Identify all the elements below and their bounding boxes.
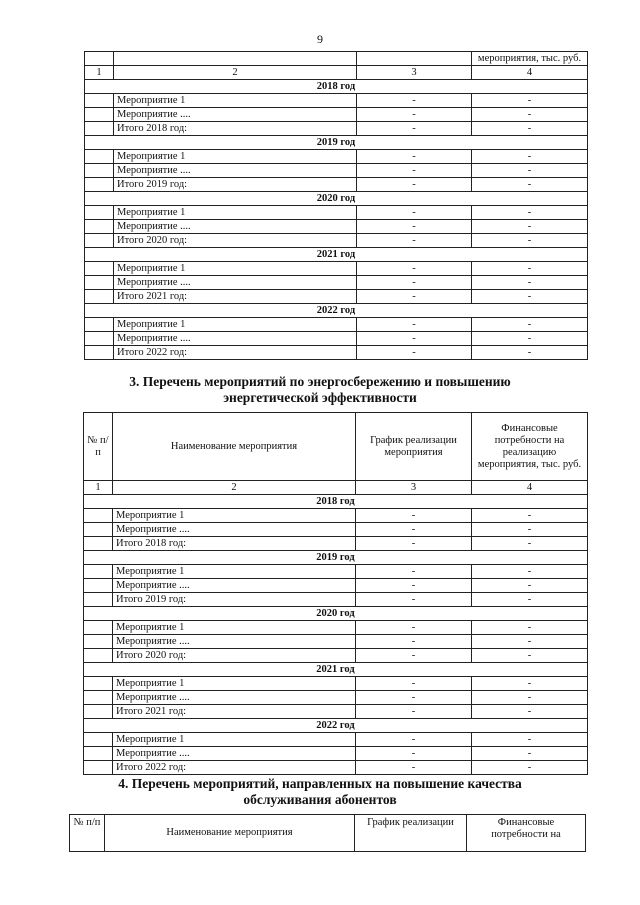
schedule-cell: - <box>356 537 472 551</box>
year-row <box>85 248 588 262</box>
row-number-cell <box>85 318 114 332</box>
column-number-row <box>85 66 588 80</box>
total-row <box>84 537 588 551</box>
table-row <box>84 579 588 593</box>
table-row <box>85 94 588 108</box>
year-row <box>85 80 588 94</box>
finance-cell: - <box>472 677 588 691</box>
finance-cell: - <box>472 318 588 332</box>
table-row <box>84 747 588 761</box>
row-number-cell <box>84 649 113 663</box>
row-number-cell <box>84 761 113 775</box>
schedule-cell: - <box>356 747 472 761</box>
total-row <box>85 178 588 192</box>
row-number-cell <box>84 635 113 649</box>
row-number-cell <box>85 206 114 220</box>
row-number-cell <box>85 332 114 346</box>
total-row <box>85 234 588 248</box>
finance-cell: - <box>472 332 588 346</box>
table-row <box>85 206 588 220</box>
schedule-cell: - <box>357 122 472 136</box>
row-number-cell <box>84 621 113 635</box>
finance-cell: - <box>472 220 588 234</box>
year-row <box>84 495 588 509</box>
header-cell-num: № п/п <box>84 413 113 481</box>
row-number-cell <box>85 150 114 164</box>
row-number-cell <box>85 178 114 192</box>
finance-cell: - <box>472 635 588 649</box>
schedule-cell: - <box>357 346 472 360</box>
activity-name-cell: Мероприятие 1 <box>113 509 356 523</box>
table-service-quality <box>69 814 586 852</box>
total-row <box>85 122 588 136</box>
activity-name-cell: Итого 2020 год: <box>113 649 356 663</box>
activity-name-cell: Итого 2018 год: <box>114 122 357 136</box>
finance-cell: - <box>472 761 588 775</box>
table-row <box>85 108 588 122</box>
year-label: 2021 год <box>84 663 588 677</box>
row-number-cell <box>84 537 113 551</box>
year-label: 2021 год <box>85 248 588 262</box>
header-cell-name: Наименование мероприятия <box>113 413 356 481</box>
column-number-cell: 1 <box>85 66 114 80</box>
schedule-cell: - <box>357 206 472 220</box>
table-row <box>85 332 588 346</box>
schedule-cell: - <box>357 178 472 192</box>
row-number-cell <box>85 164 114 178</box>
table-header-row <box>70 815 586 852</box>
activity-name-cell: Мероприятие 1 <box>114 206 357 220</box>
row-number-cell <box>84 565 113 579</box>
activity-name-cell: Итого 2019 год: <box>113 593 356 607</box>
finance-cell: - <box>472 593 588 607</box>
row-number-cell <box>84 691 113 705</box>
schedule-cell: - <box>356 705 472 719</box>
page-number: 9 <box>317 32 323 46</box>
column-number-row <box>84 481 588 495</box>
column-number-cell: 4 <box>472 66 588 80</box>
schedule-cell: - <box>356 523 472 537</box>
activity-name-cell: Итого 2018 год: <box>113 537 356 551</box>
row-number-cell <box>85 234 114 248</box>
schedule-cell: - <box>356 733 472 747</box>
table-row <box>85 276 588 290</box>
activity-name-cell: Мероприятие 1 <box>114 318 357 332</box>
finance-cell: - <box>472 108 588 122</box>
activity-name-cell: Мероприятие .... <box>114 276 357 290</box>
finance-cell: - <box>472 94 588 108</box>
total-row <box>84 649 588 663</box>
table-row <box>85 220 588 234</box>
activity-name-cell: Мероприятие .... <box>114 108 357 122</box>
row-number-cell <box>85 276 114 290</box>
finance-cell: - <box>472 122 588 136</box>
year-label: 2022 год <box>84 719 588 733</box>
section-4-title-line-1: 4. Перечень мероприятий, направленных на повышение качества <box>118 776 522 791</box>
row-number-cell <box>85 290 114 304</box>
activity-name-cell: Мероприятие .... <box>113 579 356 593</box>
schedule-cell: - <box>357 332 472 346</box>
finance-cell: - <box>472 579 588 593</box>
schedule-cell: - <box>357 318 472 332</box>
activity-name-cell: Мероприятие 1 <box>114 262 357 276</box>
schedule-cell: - <box>356 579 472 593</box>
activity-name-cell: Мероприятие 1 <box>113 677 356 691</box>
table-row <box>85 262 588 276</box>
activity-name-cell: Итого 2022 год: <box>113 761 356 775</box>
schedule-cell: - <box>357 234 472 248</box>
schedule-cell: - <box>356 621 472 635</box>
finance-cell: - <box>472 150 588 164</box>
year-label: 2020 год <box>85 192 588 206</box>
total-row <box>84 593 588 607</box>
schedule-cell: - <box>356 691 472 705</box>
table-continued <box>84 51 588 360</box>
header-cell-num <box>85 52 114 66</box>
finance-cell: - <box>472 733 588 747</box>
schedule-cell: - <box>356 635 472 649</box>
row-number-cell <box>85 108 114 122</box>
activity-name-cell: Мероприятие .... <box>113 691 356 705</box>
row-number-cell <box>84 705 113 719</box>
schedule-cell: - <box>356 761 472 775</box>
finance-cell: - <box>472 234 588 248</box>
year-row <box>85 192 588 206</box>
activity-name-cell: Итого 2021 год: <box>113 705 356 719</box>
schedule-cell: - <box>357 290 472 304</box>
schedule-cell: - <box>357 164 472 178</box>
table-row <box>85 164 588 178</box>
header-cell-finance: мероприятия, тыс. руб. <box>472 52 588 66</box>
activity-name-cell: Мероприятие .... <box>114 220 357 234</box>
activity-name-cell: Итого 2021 год: <box>114 290 357 304</box>
header-cell-finance: Финансовые потребности на <box>467 815 586 852</box>
schedule-cell: - <box>357 108 472 122</box>
finance-cell: - <box>472 705 588 719</box>
year-label: 2022 год <box>85 304 588 318</box>
activity-name-cell: Итого 2019 год: <box>114 178 357 192</box>
finance-cell: - <box>472 565 588 579</box>
activity-name-cell: Мероприятие 1 <box>114 94 357 108</box>
column-number-cell: 3 <box>357 66 472 80</box>
total-row <box>84 705 588 719</box>
row-number-cell <box>84 579 113 593</box>
year-row <box>84 551 588 565</box>
schedule-cell: - <box>356 677 472 691</box>
total-row <box>85 290 588 304</box>
row-number-cell <box>85 346 114 360</box>
schedule-cell: - <box>357 150 472 164</box>
schedule-cell: - <box>356 649 472 663</box>
table-row <box>84 677 588 691</box>
activity-name-cell: Мероприятие 1 <box>113 733 356 747</box>
row-number-cell <box>84 523 113 537</box>
activity-name-cell: Итого 2020 год: <box>114 234 357 248</box>
table-row <box>84 691 588 705</box>
year-row <box>84 607 588 621</box>
row-number-cell <box>84 509 113 523</box>
activity-name-cell: Мероприятие 1 <box>114 150 357 164</box>
finance-cell: - <box>472 509 588 523</box>
table-row <box>84 733 588 747</box>
column-number-cell: 3 <box>356 481 472 495</box>
row-number-cell <box>85 94 114 108</box>
finance-cell: - <box>472 537 588 551</box>
activity-name-cell: Мероприятие .... <box>114 164 357 178</box>
finance-cell: - <box>472 164 588 178</box>
row-number-cell <box>84 677 113 691</box>
activity-name-cell: Мероприятие .... <box>113 523 356 537</box>
row-number-cell <box>84 747 113 761</box>
table-header-row <box>84 413 588 481</box>
schedule-cell: - <box>357 220 472 234</box>
header-cell-schedule: График реализации мероприятия <box>356 413 472 481</box>
year-row <box>84 719 588 733</box>
year-label: 2018 год <box>84 495 588 509</box>
schedule-cell: - <box>356 565 472 579</box>
section-3-title-line-1: 3. Перечень мероприятий по энергосбережению и повышению <box>129 374 511 389</box>
finance-cell: - <box>472 290 588 304</box>
row-number-cell <box>85 122 114 136</box>
schedule-cell: - <box>357 276 472 290</box>
header-cell-num: № п/п <box>70 815 105 852</box>
schedule-cell: - <box>356 509 472 523</box>
table-row <box>85 150 588 164</box>
table-row <box>84 621 588 635</box>
year-row <box>85 136 588 150</box>
row-number-cell <box>85 262 114 276</box>
finance-cell: - <box>472 691 588 705</box>
total-row <box>84 761 588 775</box>
finance-cell: - <box>472 206 588 220</box>
year-label: 2018 год <box>85 80 588 94</box>
finance-cell: - <box>472 262 588 276</box>
schedule-cell: - <box>357 262 472 276</box>
row-number-cell <box>85 220 114 234</box>
header-cell-finance: Финансовые потребности на реализацию мероприятия, тыс. руб. <box>472 413 588 481</box>
year-label: 2019 год <box>84 551 588 565</box>
finance-cell: - <box>472 649 588 663</box>
year-label: 2020 год <box>84 607 588 621</box>
activity-name-cell: Мероприятие 1 <box>113 621 356 635</box>
finance-cell: - <box>472 747 588 761</box>
section-3-title-line-2: энергетической эффективности <box>223 390 417 405</box>
schedule-cell: - <box>356 593 472 607</box>
activity-name-cell: Мероприятие .... <box>113 747 356 761</box>
year-row <box>84 663 588 677</box>
activity-name-cell: Мероприятие .... <box>113 635 356 649</box>
finance-cell: - <box>472 346 588 360</box>
table-energy-saving <box>83 412 588 775</box>
column-number-cell: 2 <box>114 66 357 80</box>
activity-name-cell: Итого 2022 год: <box>114 346 357 360</box>
activity-name-cell: Мероприятие 1 <box>113 565 356 579</box>
column-number-cell: 4 <box>472 481 588 495</box>
table-row <box>84 509 588 523</box>
section-4-title-line-2: обслуживания абонентов <box>243 792 397 807</box>
header-cell-schedule: График реализации <box>355 815 467 852</box>
header-cell-schedule <box>357 52 472 66</box>
finance-cell: - <box>472 523 588 537</box>
year-row <box>85 304 588 318</box>
table-row <box>84 635 588 649</box>
schedule-cell: - <box>357 94 472 108</box>
activity-name-cell: Мероприятие .... <box>114 332 357 346</box>
finance-cell: - <box>472 276 588 290</box>
finance-cell: - <box>472 621 588 635</box>
table-row <box>84 565 588 579</box>
header-cell-name: Наименование мероприятия <box>105 815 355 852</box>
table-row <box>85 318 588 332</box>
total-row <box>85 346 588 360</box>
header-cell-name <box>114 52 357 66</box>
table-row <box>84 523 588 537</box>
finance-cell: - <box>472 178 588 192</box>
table-header-tail-row <box>85 52 588 66</box>
column-number-cell: 1 <box>84 481 113 495</box>
row-number-cell <box>84 593 113 607</box>
row-number-cell <box>84 733 113 747</box>
year-label: 2019 год <box>85 136 588 150</box>
column-number-cell: 2 <box>113 481 356 495</box>
